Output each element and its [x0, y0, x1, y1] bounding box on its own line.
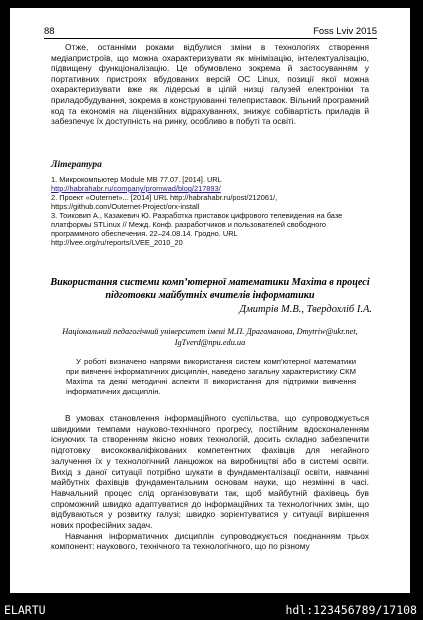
article-body — [51, 413, 369, 552]
intro-paragraph: Отже, останніми роками відбулися зміни в технологіях створення медіапристроїв, що можна охарактеризувати як мінімізацію, інтелектуалізацію, підвищену функціоналізацію. Це обумовлено зокрема й застосуванням у портативних пристроях вбудованих версій ОС Linux, позиції якої можна охарактеризувати вже як лідерські в цілій низці галузей електроніки та приладобудування, зокрема в конструюванні телеприставок. Вільний програмний код та економія на ліцензійних відрахуваннях, знижує собівартість приладів й забезпечує їх доступність на ринку, особливо в побуті та освіті. — [51, 42, 369, 127]
article-title: Використання системи комп’ютерної математики Maxima в процесі підготовки майбутніх вчителів інформатики — [50, 277, 370, 301]
article-authors: Дмитрів М.В., Твердохліб І.А. — [239, 304, 372, 315]
article-abstract: У роботі визначено напрями використання систем комп’ютерної математики при вивченні інформатичних дисциплін, наведено загальну характеристику СКМ Maxima та деякі методичні аспекти її використання для підтримки вивчення інформатичних дисциплін. — [66, 357, 356, 396]
reference-item: 2. Проект «Outernet»... [2014] URL http://habrahabr.ru/post/212061/, https://github.com/Outernet-Project/orx-install — [51, 193, 278, 211]
page-number: 88 — [44, 26, 55, 37]
body-paragraph: Навчання інформатичних дисциплін супроводжується поєднанням трьох компонент: наукового, технічного та технологічного, що по різному — [51, 530, 369, 552]
viewer-footer — [0, 598, 423, 618]
article-affiliation: Національний педагогічний університет імені М.П. Драгоманова, Dmytriw@ukr.net, IgTverd@npu.edu.ua — [62, 327, 358, 347]
reference-list — [51, 175, 369, 247]
journal-name: Foss Lviv 2015 — [313, 26, 377, 37]
reference-link[interactable]: http://habrahabr.ru/company/promwad/blog/217893/ — [51, 184, 221, 193]
body-paragraph: В умовах становлення інформаційного суспільства, що супроводжується швидкими темпами науково-технічного прогресу, постійним вдосконаленням існуючих та створенням якісно нових технологій, досить складно забезпечити підготовку висококваліфікованих компетентних фахівців для негайного залучення їх у технологічний ланцюжок на виробництві або в системі освіти. Вихід з даної ситуації потрібно шукати в фундаменталізації освіти, навчанні майбутніх фахівців фундаментальним основам науки, що незмінні в часі. Навчальний процес слід організовувати так, щоб майбутній фахівець був спроможний швидко адаптуватися до інформаційних та технологічних змін, що відбуваються у розвитку галузі; швидко зорієнтуватися у ситуації вирішення нових професійних задач. — [51, 413, 369, 531]
running-header — [44, 26, 377, 39]
handle-id: hdl:123456789/17108 — [285, 603, 417, 617]
reference-item: 1. Микрокомпьютер Module MB 77.07. [2014]. URL http://habrahabr.ru/company/promwad/blog/217893/ — [51, 175, 222, 193]
reference-item: 3. Тоиковип А., Казакевич Ю. Разработка приставок цифрового телевидения на базе платформы STLinux // Межд. Конф. разработчиков и пользователей свободного программного обеспечения. 22–24.08.14. Гродно. URL http://lvee.org/ru/reports/LVEE_2010_20 — [51, 211, 343, 247]
repository-name: ELARTU — [4, 603, 46, 617]
document-page — [10, 8, 410, 593]
literature-heading: Література — [51, 160, 102, 170]
